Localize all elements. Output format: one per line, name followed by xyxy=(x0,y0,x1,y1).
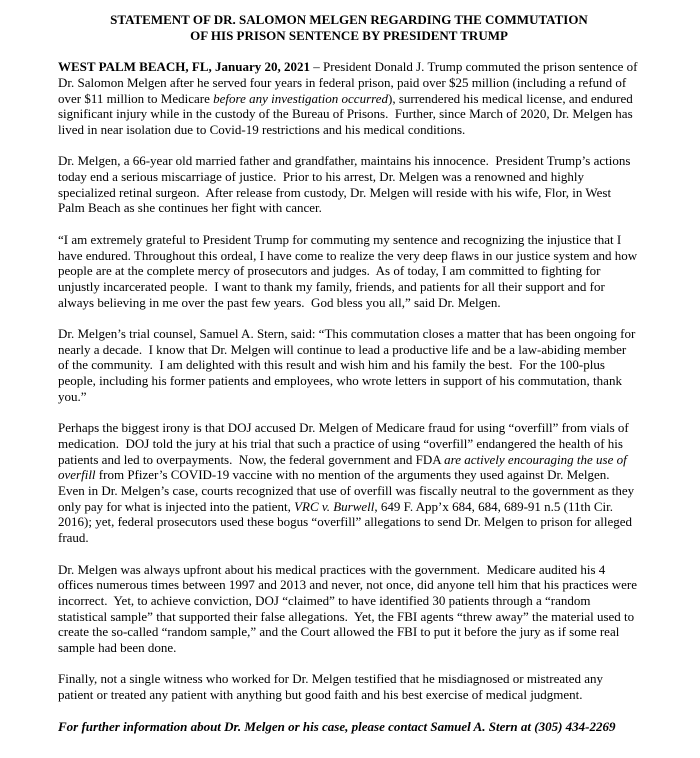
title-line-2: OF HIS PRISON SENTENCE BY PRESIDENT TRUMP xyxy=(190,27,508,43)
paragraph-innocence xyxy=(58,153,640,216)
text-segment: from Pfizer’s COVID-19 vaccine with no mention of the arguments they used against Dr. Melgen. Even in Dr. Melgen’s case, courts recognized that use of overfill was fiscally neutral to the government as they only pay for what is injected into the patient, xyxy=(58,467,638,514)
paragraph-witness xyxy=(58,671,640,702)
dateline-bold-lead: WEST PALM BEACH, FL, January 20, 2021 xyxy=(58,59,310,75)
italic-segment: are actively encouraging the use of overfill xyxy=(58,451,630,483)
text-segment: Dr. Melgen’s trial counsel, Samuel A. Stern, said: “This commutation closes a matter that has been ongoing for nearly a decade. I know that Dr. Melgen will continue to lead a productive life and be a law-abiding member of the community. I am delighted with this result and wish him and his family the best. For the 100-plus people, including his former patients and employees, who wrote letters in support of his commutation, thank you.” xyxy=(58,326,639,404)
footer-contact-line xyxy=(58,719,640,735)
contact-info-text: For further information about Dr. Melgen or his case, please contact Samuel A. Stern at (305) 434-2269 xyxy=(58,718,616,734)
case-citation-italic: VRC v. Burwell xyxy=(294,498,375,514)
text-segment: ), surrendered his medical license, and endured significant injury while in the custody of the Bureau of Prisons. Further, since March of 2020, Dr. Melgen has lived in near isolation due to Covid-19 restrictions and his medical conditions. xyxy=(58,90,636,137)
text-segment: Dr. Melgen, a 66-year old married father and grandfather, maintains his innocence. President Trump’s actions today end a serious miscarriage of justice. Prior to his arrest, Dr. Melgen was a renowned and highly specialized retinal surgeon. After release from custody, Dr. Melgen will reside with his wife, Flor, in West Palm Beach as she continues her fight with cancer. xyxy=(58,153,634,216)
paragraph-dateline xyxy=(58,59,640,138)
paragraph-overfill xyxy=(58,420,640,546)
title-line-1: STATEMENT OF DR. SALOMON MELGEN REGARDING THE COMMUTATION xyxy=(110,12,588,27)
text-segment: , 649 F. App’x 684, 684, 689-91 n.5 (11th Cir. 2016); yet, federal prosecutors used these bogus “overfill” allegations to send Dr. Melgen to prison for alleged fraud. xyxy=(58,498,636,546)
paragraph-stern-quote xyxy=(58,326,640,405)
paragraph-audits xyxy=(58,562,640,656)
text-segment: Dr. Melgen was always upfront about his medical practices with the government. Medicare audited his 4 offices numerous times between 1997 and 2013 and never, not once, did anyone tell him that his practices were incorrect. Yet, to achieve conviction, DOJ “claimed” to have identified 30 patients through a “random statistical sample” that supported their false allegations. Yet, the FBI agents “threw away” the material used to create the so-called “random sample,” and the Court allowed the FBI to put it before the jury as if some real sample had been done. xyxy=(58,561,641,656)
italic-segment: before any investigation occurred xyxy=(213,90,388,106)
text-segment: “I am extremely grateful to President Trump for commuting my sentence and recognizing the injustice that I have endured. Throughout this ordeal, I have come to realize the very deep flaws in our justice system and how people are at the complete mercy of prosecutors and judges. As of today, I am committed to fighting for unjustly incarcerated people. I want to thank my family, friends, and patients for all their support and for always believing in me over the past few years. God bless you all,” said Dr. Melgen. xyxy=(58,231,641,310)
paragraph-melgen-quote xyxy=(58,232,640,311)
document-title xyxy=(58,12,640,43)
text-segment: Finally, not a single witness who worked for Dr. Melgen testified that he misdiagnosed or mistreated any patient or treated any patient with anything but good faith and his best exercise of medical judgment. xyxy=(58,671,607,703)
text-segment: – President Donald J. Trump commuted the prison sentence of Dr. Salomon Melgen after he served four years in federal prison, paid over $25 million (including a refund of over $11 million to Medicare xyxy=(58,59,641,106)
text-segment: Perhaps the biggest irony is that DOJ accused Dr. Melgen of Medicare fraud for using “overfill” from vials of medication. DOJ told the jury at his trial that such a practice of using “overfill” endangered the health of his patients and led to overpayments. Now, the federal government and FDA xyxy=(58,420,633,467)
